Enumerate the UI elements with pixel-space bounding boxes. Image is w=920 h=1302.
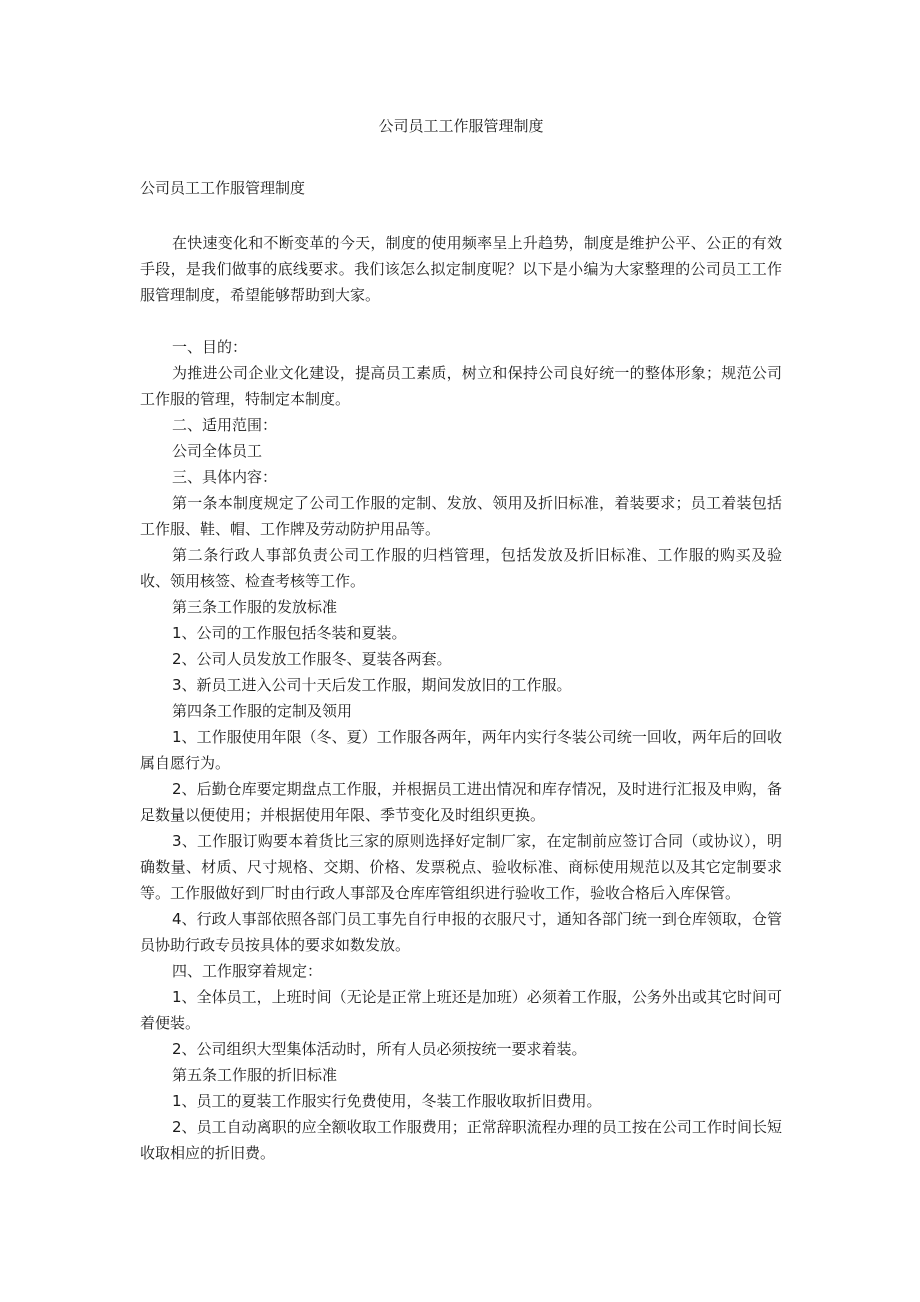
- paragraph: 1、员工的夏装工作服实行免费使用，冬装工作服收取折旧费用。: [172, 1092, 602, 1110]
- paragraph: 三、具体内容：: [172, 468, 278, 486]
- intro-paragraph: 在快速变化和不断变革的今天，制度的使用频率呈上升趋势，制度是维护公平、公正的有效手段，是我们做事的底线要求。我们该怎么拟定制度呢？以下是小编为大家整理的公司员工工作服管理制度，希望能够帮助到大家。: [140, 234, 782, 304]
- paragraph: 第一条本制度规定了公司工作服的定制、发放、领用及折旧标准，着装要求；员工着装包括工作服、鞋、帽、工作牌及劳动防护用品等。: [140, 494, 782, 538]
- paragraph: 2、员工自动离职的应全额收取工作服费用；正常辞职流程办理的员工按在公司工作时间长短收取相应的折旧费。: [140, 1118, 782, 1162]
- paragraph: 3、工作服订购要本着货比三家的原则选择好定制厂家，在定制前应签订合同（或协议），明确数量、材质、尺寸规格、交期、价格、发票税点、验收标准、商标使用规范以及其它定制要求等。工作服做好到厂时由行政人事部及仓库库管组织进行验收工作，验收合格后入库保管。: [140, 832, 782, 902]
- paragraph: 4、行政人事部依照各部门员工事先自行申报的衣服尺寸，通知各部门统一到仓库领取，仓管员协助行政专员按具体的要求如数发放。: [140, 910, 782, 954]
- paragraph: 一、目的：: [172, 338, 248, 356]
- paragraph: 第五条工作服的折旧标准: [172, 1066, 338, 1084]
- paragraph: 二、适用范围：: [172, 416, 278, 434]
- document-title: 公司员工工作服管理制度: [378, 117, 544, 135]
- document-body: [140, 334, 782, 1166]
- paragraph: 第三条工作服的发放标准: [172, 598, 338, 616]
- paragraph: 第二条行政人事部负责公司工作服的归档管理，包括发放及折旧标准、工作服的购买及验收、领用核签、检查考核等工作。: [140, 546, 782, 590]
- paragraph: 公司全体员工: [172, 442, 263, 460]
- paragraph: 为推进公司企业文化建设，提高员工素质，树立和保持公司良好统一的整体形象；规范公司工作服的管理，特制定本制度。: [140, 364, 782, 408]
- paragraph: 1、全体员工，上班时间（无论是正常上班还是加班）必须着工作服，公务外出或其它时间可着便装。: [140, 988, 782, 1032]
- paragraph: 2、公司人员发放工作服冬、夏装各两套。: [172, 650, 452, 668]
- paragraph: 3、新员工进入公司十天后发工作服，期间发放旧的工作服。: [172, 676, 572, 694]
- paragraph: 2、公司组织大型集体活动时，所有人员必须按统一要求着装。: [172, 1040, 587, 1058]
- paragraph: 第四条工作服的定制及领用: [172, 702, 353, 720]
- paragraph: 四、工作服穿着规定：: [172, 962, 323, 980]
- paragraph: 2、后勤仓库要定期盘点工作服，并根据员工进出情况和库存情况，及时进行汇报及申购，备足数量以便使用；并根据使用年限、季节变化及时组织更换。: [140, 780, 782, 824]
- document-subtitle: 公司员工工作服管理制度: [140, 179, 306, 197]
- paragraph: 1、公司的工作服包括冬装和夏装。: [172, 624, 407, 642]
- paragraph: 1、工作服使用年限（冬、夏）工作服各两年，两年内实行冬装公司统一回收，两年后的回收属自愿行为。: [140, 728, 782, 772]
